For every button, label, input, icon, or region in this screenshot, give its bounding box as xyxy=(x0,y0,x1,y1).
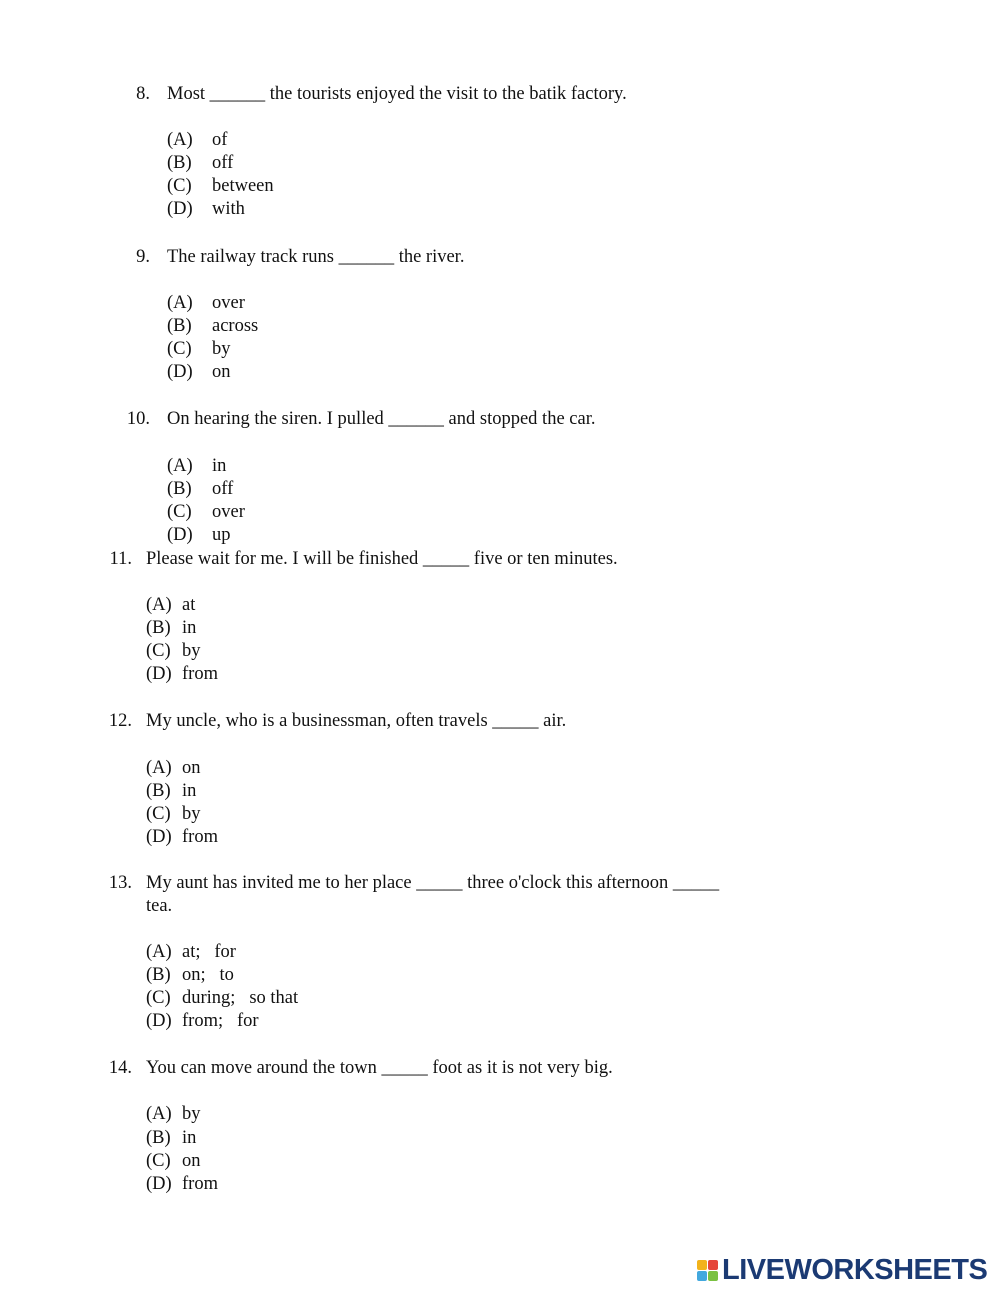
option-label: (C) xyxy=(167,502,192,522)
question-8 xyxy=(0,82,1000,219)
option-text: on xyxy=(182,1151,201,1171)
option-text: across xyxy=(212,316,259,336)
option-text: with xyxy=(212,199,245,219)
option-text: on xyxy=(182,758,201,778)
option-text: in xyxy=(182,618,197,638)
option-label: (C) xyxy=(167,176,192,196)
question-text: The railway track runs ______ the river. xyxy=(167,247,465,267)
question-text: Please wait for me. I will be finished _____ five or ten minutes. xyxy=(146,549,618,569)
option-label: (A) xyxy=(146,595,172,615)
question-text: You can move around the town _____ foot as it is not very big. xyxy=(146,1058,613,1078)
option-label: (B) xyxy=(146,618,171,638)
question-number: 13. xyxy=(108,873,132,893)
option-text: in xyxy=(182,1128,197,1148)
option-text: from; for xyxy=(182,1011,259,1031)
option-text: by xyxy=(182,804,201,824)
option-label: (B) xyxy=(167,316,192,336)
option-label: (B) xyxy=(167,153,192,173)
option-text: over xyxy=(212,293,245,313)
liveworksheets-brand[interactable] xyxy=(697,1255,987,1285)
question-number: 14. xyxy=(108,1058,132,1078)
option-label: (B) xyxy=(146,1128,171,1148)
option-label: (A) xyxy=(146,1104,172,1124)
option-text: up xyxy=(212,525,231,545)
option-label: (C) xyxy=(167,339,192,359)
logo-tile xyxy=(697,1271,707,1281)
option-label: (B) xyxy=(146,781,171,801)
option-text: by xyxy=(182,641,201,661)
question-number: 9. xyxy=(136,247,150,267)
question-13 xyxy=(0,871,1000,1031)
option-label: (C) xyxy=(146,988,171,1008)
option-text: in xyxy=(182,781,197,801)
question-text: On hearing the siren. I pulled ______ and stopped the car. xyxy=(167,409,596,429)
option-text: over xyxy=(212,502,245,522)
option-label: (D) xyxy=(146,827,172,847)
question-text-continued: tea. xyxy=(146,896,173,916)
option-text: from xyxy=(182,1174,218,1194)
option-label: (D) xyxy=(146,1011,172,1031)
brand-wordmark: LIVEWORKSHEETS xyxy=(722,1254,988,1286)
option-text: in xyxy=(212,456,227,476)
option-label: (D) xyxy=(167,199,193,219)
option-label: (D) xyxy=(167,362,193,382)
question-number: 8. xyxy=(136,84,150,104)
option-text: on; to xyxy=(182,965,234,985)
option-label: (D) xyxy=(146,1174,172,1194)
option-text: on xyxy=(212,362,231,382)
option-text: off xyxy=(212,479,234,499)
option-text: at; for xyxy=(182,942,236,962)
option-label: (D) xyxy=(146,664,172,684)
option-text: by xyxy=(182,1104,201,1124)
option-text: at xyxy=(182,595,196,615)
option-text: off xyxy=(212,153,234,173)
option-label: (A) xyxy=(167,293,193,313)
option-label: (C) xyxy=(146,1151,171,1171)
option-label: (C) xyxy=(146,641,171,661)
option-label: (A) xyxy=(146,758,172,778)
question-12 xyxy=(0,709,1000,847)
option-label: (D) xyxy=(167,525,193,545)
option-text: during; so that xyxy=(182,988,299,1008)
question-text: My aunt has invited me to her place _____ three o'clock this afternoon _____ xyxy=(146,873,720,893)
option-text: from xyxy=(182,827,218,847)
logo-tile xyxy=(697,1260,707,1270)
option-text: from xyxy=(182,664,218,684)
question-9 xyxy=(0,245,1000,382)
logo-tile xyxy=(708,1260,718,1270)
question-text: Most ______ the tourists enjoyed the visit to the batik factory. xyxy=(167,84,627,104)
question-10 xyxy=(0,407,1000,545)
question-14 xyxy=(0,1056,1000,1194)
option-text: by xyxy=(212,339,231,359)
option-label: (B) xyxy=(146,965,171,985)
option-label: (A) xyxy=(167,130,193,150)
option-text: of xyxy=(212,130,228,150)
option-label: (C) xyxy=(146,804,171,824)
question-11 xyxy=(0,547,1000,684)
option-label: (A) xyxy=(167,456,193,476)
option-text: between xyxy=(212,176,274,196)
question-text: My uncle, who is a businessman, often travels _____ air. xyxy=(146,711,567,731)
logo-tile xyxy=(708,1271,718,1281)
option-label: (A) xyxy=(146,942,172,962)
option-label: (B) xyxy=(167,479,192,499)
question-number: 12. xyxy=(108,711,132,731)
question-number: 11. xyxy=(109,549,132,569)
liveworksheets-logo-icon xyxy=(697,1260,718,1281)
question-number: 10. xyxy=(126,409,150,429)
